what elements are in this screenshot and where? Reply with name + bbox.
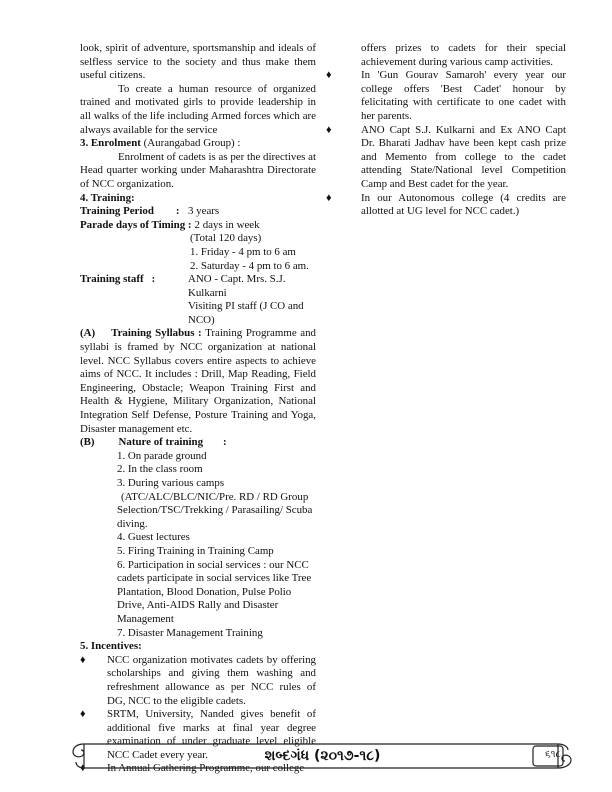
incentive-bullet bbox=[80, 654, 316, 708]
training-staff-pi: Visiting PI staff (J CO and NCO) bbox=[188, 300, 304, 326]
training-staff-ano: ANO - Capt. Mrs. S.J. Kulkarni bbox=[188, 273, 286, 299]
intro-paragraph: look, spirit of adventure, sportsmanship and ideals of selfless service to the society and thus make them useful citizens. bbox=[80, 42, 316, 82]
nature-item: 3. During various camps bbox=[117, 477, 225, 489]
enrolment-heading bbox=[80, 137, 316, 151]
training-staff-values bbox=[188, 273, 316, 327]
incentives-heading: 5. Incentives: bbox=[80, 640, 142, 653]
incentive-bullet bbox=[326, 69, 566, 123]
footer-banner bbox=[70, 738, 575, 776]
parade-saturday: 2. Saturday - 4 pm to 6 am. bbox=[190, 259, 309, 272]
training-period-label-text: Training Period bbox=[80, 205, 154, 218]
enrolment-group: (Aurangabad Group) : bbox=[140, 137, 241, 150]
enrolment-title: 3. Enrolment bbox=[80, 137, 141, 150]
syllabus-title: Training Syllabus : bbox=[111, 327, 202, 340]
nature-list bbox=[117, 450, 316, 640]
training-period-colon: : bbox=[175, 205, 180, 218]
syllabus-paragraph bbox=[80, 327, 316, 436]
nature-item: 7. Disaster Management Training bbox=[117, 626, 263, 639]
training-staff-label bbox=[80, 273, 188, 327]
syllabus-text: Training Programme and syllabi is framed by NCC organization at national level. NCC Syllabus covers entire aspects to achieve aims of NCC. It includes : Drill, Map Reading, Field Engineering, Obstacle; Weapon Training First and Health & Hygiene, Military Organization, National Integration Self Defense, Posture Training and Yoga, Disaster management etc. bbox=[80, 327, 316, 435]
parade-days-row bbox=[80, 219, 316, 233]
parade-total: (Total 120 days) bbox=[190, 232, 262, 245]
nature-item: 6. Participation in social services : our NCC cadets participate in social services like Tree Plantation, Blood Donation, Pulse Polio Drive, Anti-AIDS Rally and Disaster Management bbox=[117, 558, 312, 625]
purpose-paragraph: To create a human resource of organized trained and motivated girls to provide leadership in all walks of the life including Armed forces which are always available for the service bbox=[80, 82, 316, 136]
nature-item: 5. Firing Training in Training Camp bbox=[117, 544, 274, 557]
incentive-bullet bbox=[326, 123, 566, 192]
diamond-bullet-icon: ♦ bbox=[326, 191, 332, 204]
training-period-value: 3 years bbox=[188, 205, 220, 218]
incentive-text: In our Autonomous college (4 credits are allotted at UG level for NCC cadet.) bbox=[361, 191, 566, 218]
parade-friday: 1. Friday - 4 pm to 6 am bbox=[190, 245, 296, 258]
diamond-bullet-icon: ♦ bbox=[326, 123, 332, 136]
nature-item: 2. In the class room bbox=[117, 463, 203, 476]
diamond-bullet-icon: ♦ bbox=[326, 69, 332, 82]
incentive-text: In 'Gun Gourav Samaroh' every year our college offers 'Best Cadet' honour by felicitating with certificate to one cadet with her parents. bbox=[361, 69, 566, 122]
nature-item: 1. On parade ground bbox=[117, 449, 207, 462]
diamond-bullet-icon: ♦ bbox=[80, 708, 86, 721]
nature-item: 4. Guest lectures bbox=[117, 531, 190, 544]
left-column bbox=[80, 42, 316, 776]
training-staff-row bbox=[80, 273, 316, 327]
incentive-bullet bbox=[326, 191, 566, 219]
parade-days-label: Parade days of Timing : bbox=[80, 218, 192, 231]
right-column bbox=[326, 42, 566, 219]
diamond-bullet-icon: ♦ bbox=[80, 762, 86, 775]
nature-colon: : bbox=[223, 436, 227, 449]
page-number: ૬૧૮ bbox=[545, 749, 561, 760]
nature-heading bbox=[80, 436, 316, 450]
incentive-text: ANO Capt S.J. Kulkarni and Ex ANO Capt Dr. Bharati Jadhav have been kept cash prize and Memento from college to the cadet attending State/National level Competition Camp and Best cadet for the year. bbox=[361, 123, 566, 190]
training-period-row bbox=[80, 205, 316, 219]
training-period-label bbox=[80, 205, 188, 219]
incentive-text: In Annual Gathering Programme, our college bbox=[107, 762, 305, 775]
enrolment-text: Enrolment of cadets is as per the directives at Head quarter working under Maharashtra Directorate of NCC organization. bbox=[80, 150, 316, 190]
diamond-bullet-icon: ♦ bbox=[80, 653, 86, 666]
training-staff-label-text: Training staff bbox=[80, 273, 144, 286]
parade-days-value: 2 days in week bbox=[194, 218, 260, 231]
nature-title: Nature of training bbox=[118, 436, 204, 449]
syllabus-marker: (A) bbox=[80, 327, 96, 340]
nature-item: (ATC/ALC/BLC/NIC/Pre. RD / RD Group Selection/TSC/Trekking / Parasailing/ Scuba diving. bbox=[117, 490, 313, 530]
footer-title: શબ્દગંધ (૨૦૧૭-૧૮) bbox=[264, 748, 381, 764]
nature-marker: (B) bbox=[80, 436, 95, 449]
incentive-text: SRTM, University, Nanded gives benefit of additional five marks at final year degree examination of under graduate level eligible NCC Cadet every year. bbox=[107, 708, 316, 761]
training-heading: 4. Training: bbox=[80, 191, 135, 204]
incentive-text: NCC organization motivates cadets by offering scholarships and giving them washing and refreshment allowance as per NCC rules of DG, NCC to the eligible cadets. bbox=[107, 653, 316, 707]
prizes-continuation: offers prizes to cadets for their special achievement during various camp activities. bbox=[361, 42, 566, 68]
training-staff-colon: : bbox=[151, 273, 156, 286]
